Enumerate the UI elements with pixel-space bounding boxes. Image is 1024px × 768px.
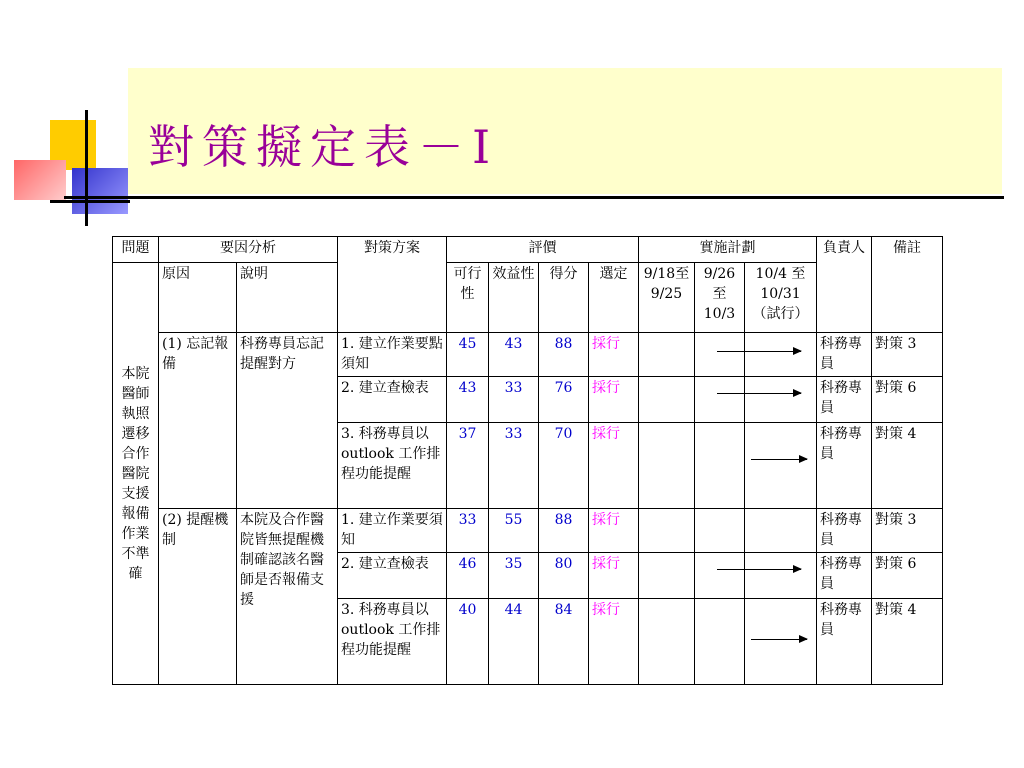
cause-cell: (2) 提醒機制 xyxy=(159,509,237,685)
header-factor-analysis: 要因分析 xyxy=(159,237,338,263)
explanation-cell: 科務專員忘記提醒對方 xyxy=(237,333,338,509)
remark-cell: 對策 3 xyxy=(872,509,943,553)
decor-blue-square xyxy=(72,168,128,214)
owner-cell: 科務專員 xyxy=(817,599,872,685)
measure-cell: 3. 科務專員以 outlook 工作排程功能提醒 xyxy=(338,599,447,685)
score-cell: 88 xyxy=(539,509,589,553)
decor-red-square xyxy=(14,160,66,200)
header-schedule: 實施計劃 xyxy=(639,237,817,263)
benefit-cell: 35 xyxy=(489,553,539,599)
feasibility-cell: 40 xyxy=(447,599,489,685)
feasibility-cell: 33 xyxy=(447,509,489,553)
header-owner: 負責人 xyxy=(817,237,872,333)
measure-cell: 2. 建立查檢表 xyxy=(338,553,447,599)
header-countermeasure: 對策方案 xyxy=(338,237,447,333)
schedule-cell-2 xyxy=(695,553,745,599)
slide-title: 對策擬定表－I xyxy=(148,120,499,174)
benefit-cell: 44 xyxy=(489,599,539,685)
schedule-arrow xyxy=(751,639,807,640)
owner-cell: 科務專員 xyxy=(817,509,872,553)
header-problem: 問題 xyxy=(113,237,159,263)
schedule-cell-1 xyxy=(639,599,695,685)
score-cell: 84 xyxy=(539,599,589,685)
subheader-score: 得分 xyxy=(539,263,589,333)
owner-cell: 科務專員 xyxy=(817,377,872,423)
remark-cell: 對策 6 xyxy=(872,377,943,423)
subheader-period3: 10/4 至10/31（試行） xyxy=(745,263,817,333)
owner-cell: 科務專員 xyxy=(817,423,872,509)
subheader-period2: 9/26至10/3 xyxy=(695,263,745,333)
schedule-cell-3 xyxy=(745,333,817,377)
schedule-cell-3 xyxy=(745,599,817,685)
selection-cell: 採行 xyxy=(589,599,639,685)
schedule-cell-3 xyxy=(745,377,817,423)
countermeasure-table xyxy=(112,236,943,685)
remark-cell: 對策 4 xyxy=(872,599,943,685)
schedule-cell-1 xyxy=(639,509,695,553)
remark-cell: 對策 3 xyxy=(872,333,943,377)
schedule-cell-1 xyxy=(639,423,695,509)
benefit-cell: 33 xyxy=(489,423,539,509)
measure-cell: 1. 建立作業要須知 xyxy=(338,509,447,553)
score-cell: 80 xyxy=(539,553,589,599)
decor-horizontal-line xyxy=(50,200,130,203)
schedule-cell-3 xyxy=(745,553,817,599)
schedule-cell-3 xyxy=(745,509,817,553)
score-cell: 88 xyxy=(539,333,589,377)
subheader-cause: 原因 xyxy=(159,263,237,333)
subheader-benefit: 效益性 xyxy=(489,263,539,333)
measure-cell: 2. 建立查檢表 xyxy=(338,377,447,423)
cause-cell: (1) 忘記報備 xyxy=(159,333,237,509)
feasibility-cell: 43 xyxy=(447,377,489,423)
schedule-cell-2 xyxy=(695,377,745,423)
problem-cell: 本院醫師執照遷移合作醫院支援報備作業不準確 xyxy=(113,263,159,685)
selection-cell: 採行 xyxy=(589,509,639,553)
schedule-arrow xyxy=(751,459,807,460)
feasibility-cell: 37 xyxy=(447,423,489,509)
schedule-cell-2 xyxy=(695,333,745,377)
table-row xyxy=(113,333,943,377)
feasibility-cell: 45 xyxy=(447,333,489,377)
header-evaluation: 評價 xyxy=(447,237,639,263)
selection-cell: 採行 xyxy=(589,423,639,509)
benefit-cell: 43 xyxy=(489,333,539,377)
subheader-explanation: 說明 xyxy=(237,263,338,333)
remark-cell: 對策 4 xyxy=(872,423,943,509)
schedule-cell-2 xyxy=(695,423,745,509)
subheader-selection: 選定 xyxy=(589,263,639,333)
subheader-period1: 9/18至9/25 xyxy=(639,263,695,333)
benefit-cell: 33 xyxy=(489,377,539,423)
schedule-cell-2 xyxy=(695,509,745,553)
schedule-cell-1 xyxy=(639,333,695,377)
score-cell: 76 xyxy=(539,377,589,423)
feasibility-cell: 46 xyxy=(447,553,489,599)
benefit-cell: 55 xyxy=(489,509,539,553)
schedule-cell-2 xyxy=(695,599,745,685)
owner-cell: 科務專員 xyxy=(817,553,872,599)
subheader-feasibility: 可行性 xyxy=(447,263,489,333)
table-row xyxy=(113,509,943,553)
measure-cell: 3. 科務專員以 outlook 工作排程功能提醒 xyxy=(338,423,447,509)
selection-cell: 採行 xyxy=(589,553,639,599)
title-underline xyxy=(64,196,1004,199)
decor-vertical-line xyxy=(85,110,88,226)
explanation-cell: 本院及合作醫院皆無提醒機制確認該名醫師是否報備支援 xyxy=(237,509,338,685)
selection-cell: 採行 xyxy=(589,377,639,423)
schedule-cell-1 xyxy=(639,553,695,599)
owner-cell: 科務專員 xyxy=(817,333,872,377)
schedule-cell-3 xyxy=(745,423,817,509)
header-remark: 備註 xyxy=(872,237,943,333)
schedule-cell-1 xyxy=(639,377,695,423)
remark-cell: 對策 6 xyxy=(872,553,943,599)
score-cell: 70 xyxy=(539,423,589,509)
selection-cell: 採行 xyxy=(589,333,639,377)
measure-cell: 1. 建立作業要點須知 xyxy=(338,333,447,377)
